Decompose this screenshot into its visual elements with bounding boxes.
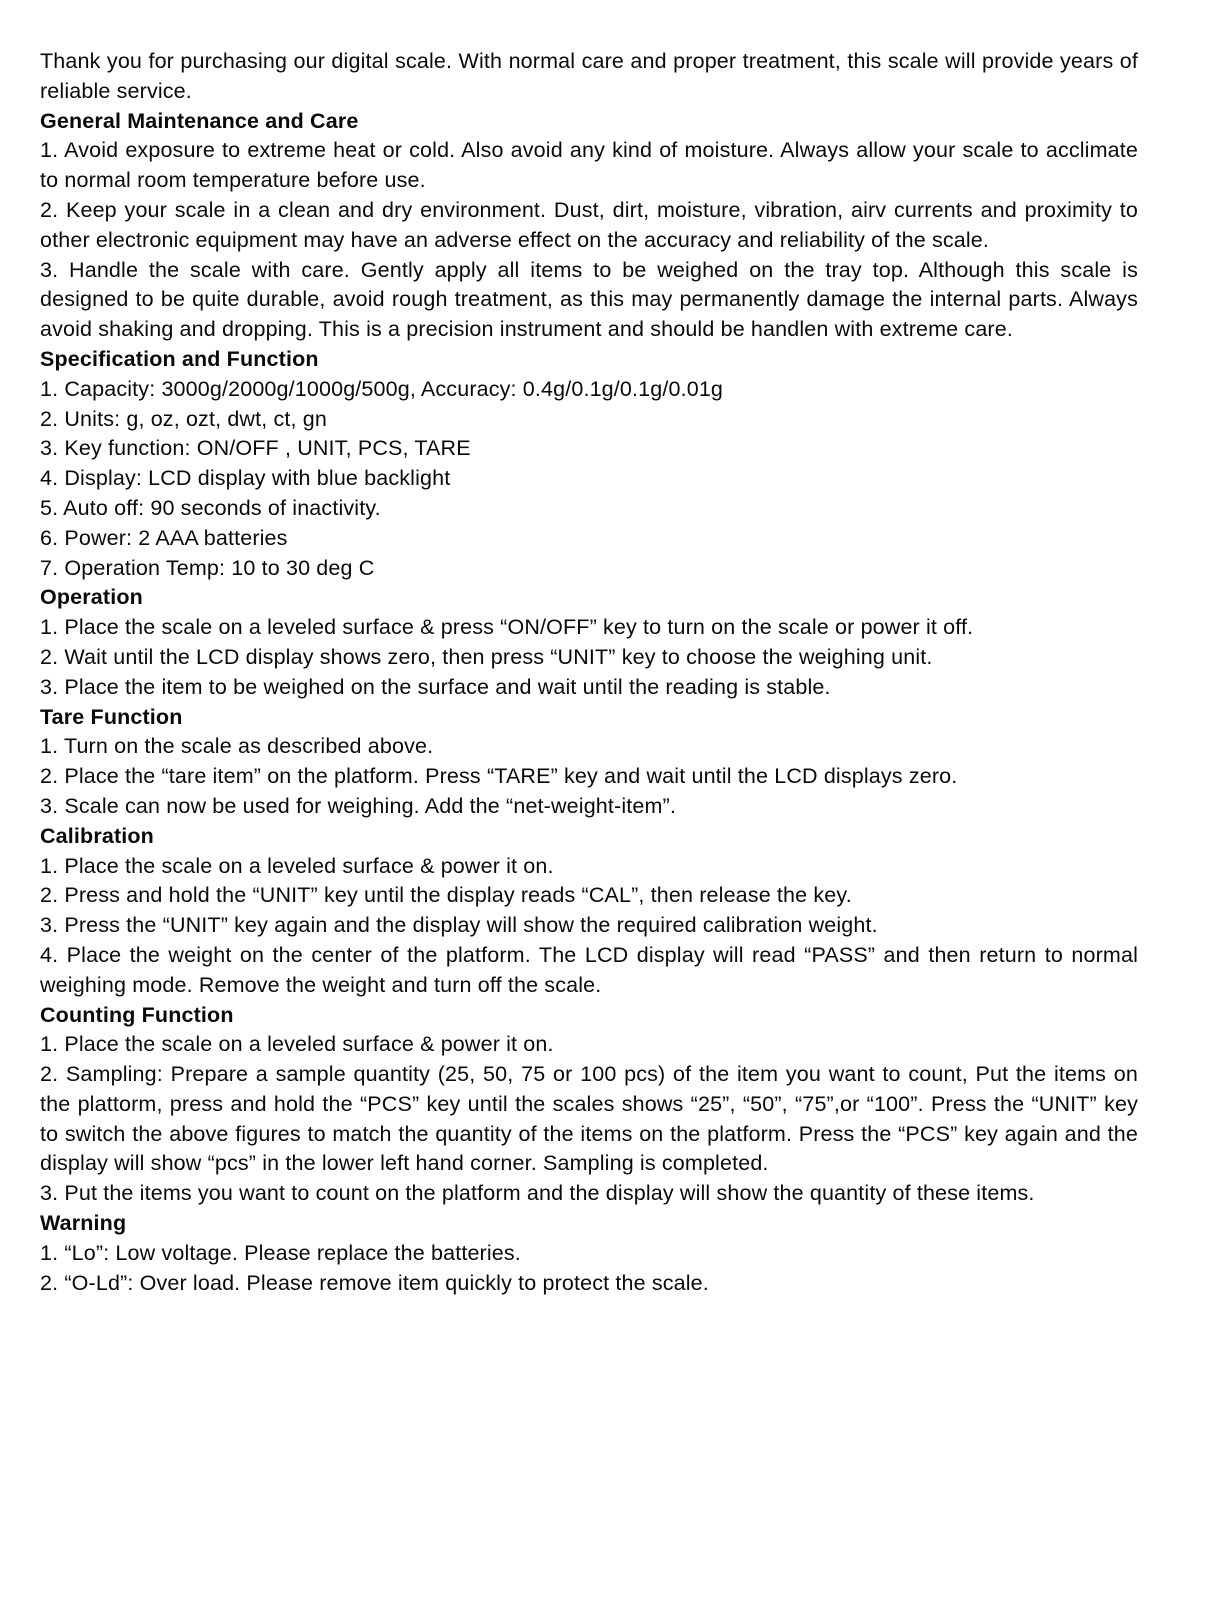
list-item: 1. Place the scale on a leveled surface & press “ON/OFF” key to turn on the scale or power it off. <box>40 615 974 640</box>
list-item: 2. Press and hold the “UNIT” key until the display reads “CAL”, then release the key. <box>40 883 852 908</box>
list-item: 3. Press the “UNIT” key again and the display will show the required calibration weight. <box>40 913 878 938</box>
section-heading: Calibration <box>40 823 154 848</box>
section-heading: Operation <box>40 585 143 610</box>
list-item: 3. Handle the scale with care. Gently apply all items to be weighed on the tray top. Although this scale is designed to be quite durable, avoid rough treatment, as this may permanently damage the internal parts. Always avoid shaking and dropping. This is a precision instrument and should be handlen with extreme care. <box>40 257 1138 342</box>
section-counting <box>40 1001 1138 1210</box>
list-item: 1. Turn on the scale as described above. <box>40 734 434 759</box>
section-operation <box>40 583 1138 702</box>
list-item: 4. Display: LCD display with blue backlight <box>40 466 451 491</box>
list-item: 2. Wait until the LCD display shows zero, then press “UNIT” key to choose the weighing unit. <box>40 644 933 669</box>
section-heading: Tare Function <box>40 704 183 729</box>
list-item: 1. Avoid exposure to extreme heat or cold. Also avoid any kind of moisture. Always allow your scale to acclimate to normal room temperature before use. <box>40 138 1138 193</box>
list-item: 2. “O-Ld”: Over load. Please remove item quickly to protect the scale. <box>40 1270 709 1295</box>
list-item: 1. Place the scale on a leveled surface & power it on. <box>40 1032 554 1057</box>
section-tare <box>40 703 1138 822</box>
section-heading: Specification and Function <box>40 346 319 371</box>
list-item: 5. Auto off: 90 seconds of inactivity. <box>40 495 381 520</box>
intro-paragraph: Thank you for purchasing our digital scale. With normal care and proper treatment, this scale will provide years of reliable service. <box>40 49 1138 103</box>
list-item: 4. Place the weight on the center of the platform. The LCD display will read “PASS” and then return to normal weighing mode. Remove the weight and turn off the scale. <box>40 942 1138 997</box>
section-calibration <box>40 822 1138 1001</box>
list-item: 3. Place the item to be weighed on the surface and wait until the reading is stable. <box>40 674 831 699</box>
list-item: 1. Place the scale on a leveled surface & power it on. <box>40 853 554 878</box>
list-item: 3. Scale can now be used for weighing. Add the “net-weight-item”. <box>40 793 676 818</box>
list-item: 6. Power: 2 AAA batteries <box>40 525 288 550</box>
list-item: 3. Key function: ON/OFF , UNIT, PCS, TARE <box>40 436 471 461</box>
section-warning <box>40 1209 1138 1298</box>
list-item: 2. Units: g, oz, ozt, dwt, ct, gn <box>40 406 327 431</box>
list-item: 1. “Lo”: Low voltage. Please replace the batteries. <box>40 1240 521 1265</box>
section-heading: Counting Function <box>40 1002 234 1027</box>
list-item: 2. Keep your scale in a clean and dry environment. Dust, dirt, moisture, vibration, airv currents and proximity to other electronic equipment may have an adverse effect on the accuracy and reliability of the scale. <box>40 197 1138 252</box>
list-item: 2. Sampling: Prepare a sample quantity (25, 50, 75 or 100 pcs) of the item you want to count, Put the items on the plattorm, press and hold the “PCS” key until the scales shows “25”, “50”, “75”,or “100”. Press the “UNIT” key to switch the above figures to match the quantity of the items on the platform. Press the “PCS” key again and the display will show “pcs” in the lower left hand corner. Sampling is completed. <box>40 1062 1138 1176</box>
section-maintenance <box>40 107 1138 345</box>
section-heading: Warning <box>40 1211 127 1236</box>
list-item: 1. Capacity: 3000g/2000g/1000g/500g, Accuracy: 0.4g/0.1g/0.1g/0.01g <box>40 376 724 401</box>
list-item: 3. Put the items you want to count on the platform and the display will show the quantity of these items. <box>40 1181 1035 1206</box>
manual-page <box>40 47 1138 1298</box>
section-heading: General Maintenance and Care <box>40 108 359 133</box>
list-item: 7. Operation Temp: 10 to 30 deg C <box>40 555 375 580</box>
section-specification <box>40 345 1138 583</box>
list-item: 2. Place the “tare item” on the platform. Press “TARE” key and wait until the LCD displays zero. <box>40 764 958 789</box>
